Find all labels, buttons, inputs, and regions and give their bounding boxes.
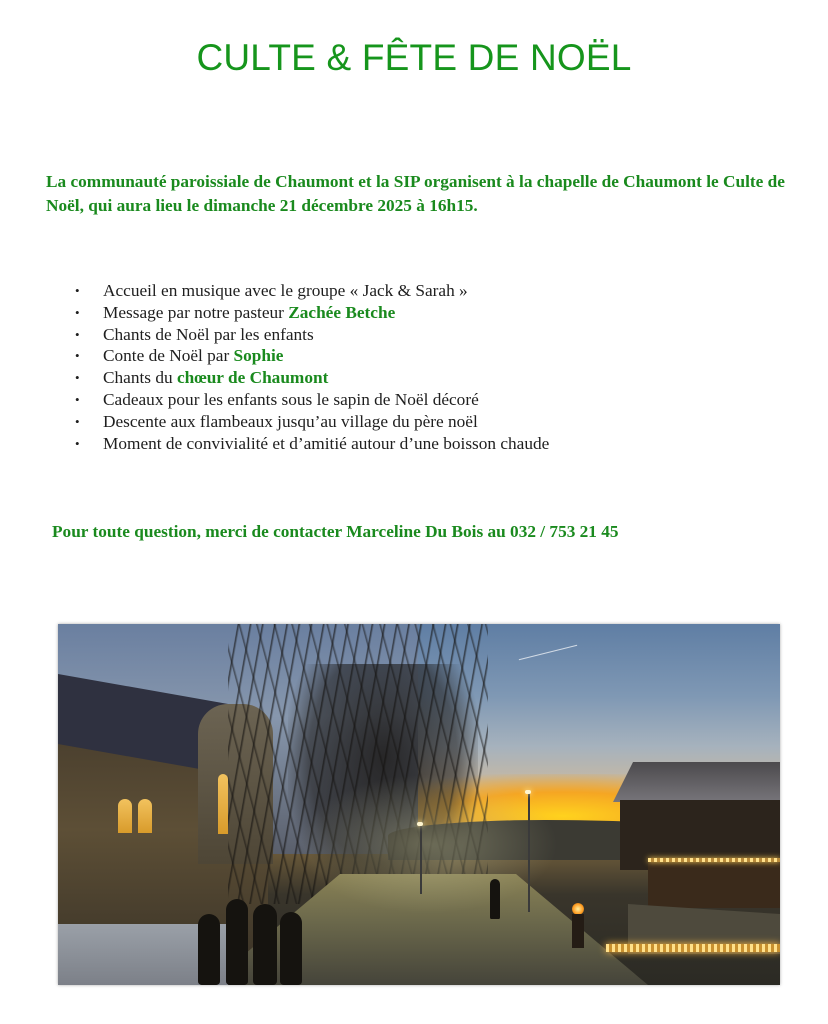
contact-line: Pour toute question, merci de contacter Marceline Du Bois au 032 / 753 21 45 bbox=[52, 522, 619, 541]
photo-contrail bbox=[519, 645, 577, 660]
list-item-text: Conte de Noël par bbox=[103, 346, 234, 366]
list-item bbox=[72, 280, 549, 302]
photo-people-group bbox=[188, 874, 318, 985]
photo-torch bbox=[572, 914, 584, 948]
bullet-icon: • bbox=[75, 391, 80, 407]
chapel-sunset-photo bbox=[58, 624, 780, 985]
photo-person bbox=[280, 912, 302, 985]
bullet-icon: • bbox=[75, 348, 80, 364]
intro-paragraph: La communauté paroissiale de Chaumont et la SIP organisent à la chapelle de Chaumont le Culte de Noël, qui aura lieu le dimanche 21 décembre 2025 à 16h15. bbox=[46, 172, 785, 215]
list-item bbox=[72, 389, 549, 411]
list-item-text: Cadeaux pour les enfants sous le sapin de Noël décoré bbox=[103, 389, 479, 409]
list-item-text: Message par notre pasteur bbox=[103, 302, 289, 322]
page-title: CULTE & FÊTE DE NOËL bbox=[196, 37, 632, 78]
program-list bbox=[72, 280, 549, 454]
list-item bbox=[72, 367, 549, 389]
bullet-icon: • bbox=[75, 283, 80, 298]
photo-street-lamp bbox=[528, 792, 530, 912]
list-item-text: Chants du bbox=[103, 368, 177, 388]
photo-person bbox=[253, 904, 277, 985]
highlight-choir-name: chœur de Chaumont bbox=[176, 368, 329, 388]
list-item bbox=[72, 324, 549, 346]
photo-mist bbox=[298, 774, 558, 914]
list-item bbox=[72, 345, 549, 367]
list-item bbox=[72, 411, 549, 433]
photo-chapel-window bbox=[118, 799, 132, 833]
bullet-icon: • bbox=[75, 435, 80, 451]
bullet-icon: • bbox=[75, 370, 80, 386]
photo-street-lamp bbox=[420, 824, 422, 894]
list-item-text: Accueil en musique avec le groupe « Jack & Sarah » bbox=[103, 281, 468, 300]
photo-fence bbox=[648, 862, 780, 908]
list-item-text: Moment de convivialité et d’amitié autour d’une boisson chaude bbox=[103, 433, 550, 453]
bullet-icon: • bbox=[75, 326, 80, 342]
photo-person bbox=[198, 914, 220, 985]
list-item bbox=[72, 433, 549, 455]
photo-chalet-roof bbox=[613, 762, 780, 802]
photo-fence-lights bbox=[648, 858, 780, 862]
photo-chapel-window bbox=[138, 799, 152, 833]
photo-string-lights bbox=[606, 944, 780, 952]
photo-chapel-door-window bbox=[218, 774, 228, 834]
list-item-text: Chants de Noël par les enfants bbox=[103, 324, 314, 344]
photo-person bbox=[490, 879, 500, 919]
list-item-text: Descente aux flambeaux jusqu’au village du père noël bbox=[103, 411, 478, 431]
highlight-storyteller-name: Sophie bbox=[233, 346, 284, 366]
bullet-icon: • bbox=[75, 413, 80, 429]
highlight-pastor-name: Zachée Betche bbox=[288, 302, 396, 322]
photo-person bbox=[226, 899, 248, 985]
bullet-icon: • bbox=[75, 304, 80, 320]
photo-lamp-light bbox=[525, 790, 531, 794]
list-item bbox=[72, 302, 549, 324]
photo-lamp-light bbox=[417, 822, 423, 826]
